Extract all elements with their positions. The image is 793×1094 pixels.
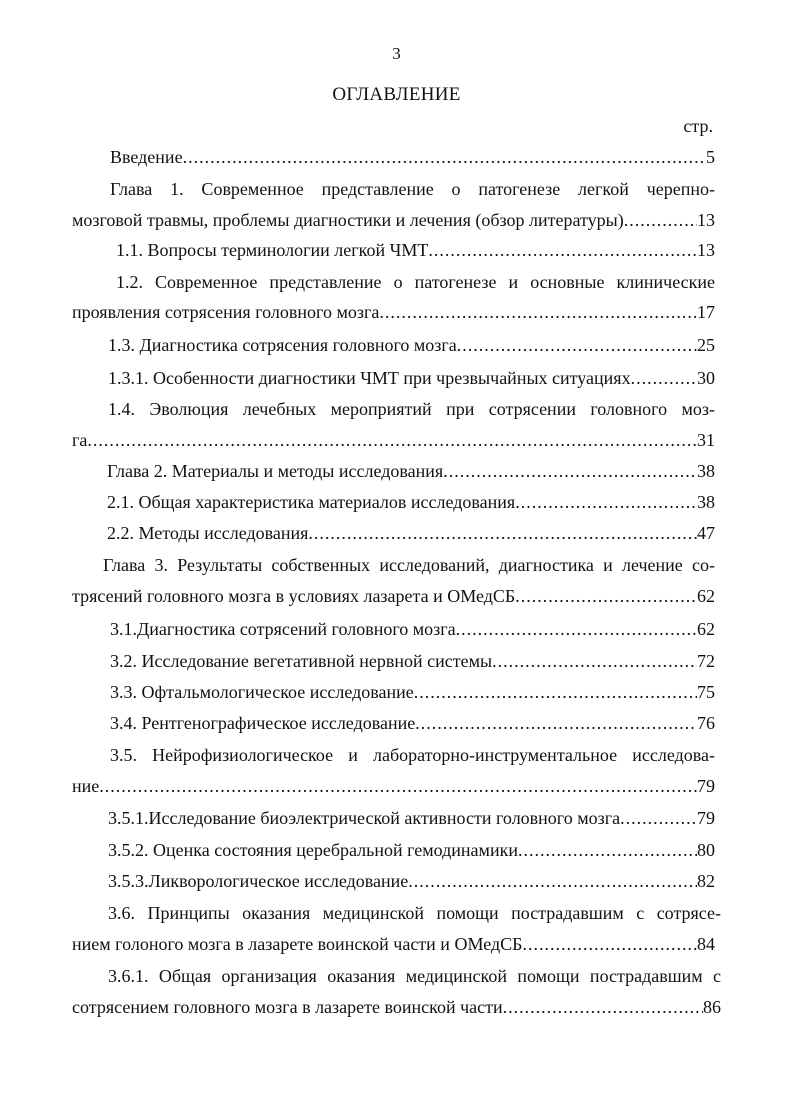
toc-entry: [107, 459, 715, 483]
toc-entry-title: 2.2. Методы исследования: [107, 523, 309, 543]
toc-entry-title: га: [72, 430, 88, 450]
toc-entry-title: 3.4. Рентгенографическое исследование: [110, 713, 416, 733]
toc-entry-page: 86: [703, 997, 721, 1017]
toc-entry-line1: 3.6.1. Общая организация оказания медицинской помощи пострадавшим с: [108, 966, 721, 986]
page-title: ОГЛАВЛЕНИЕ: [332, 84, 461, 105]
toc-entry: [72, 584, 715, 608]
toc-entry: [110, 649, 715, 673]
toc-entry: [110, 145, 715, 169]
toc-entry-title: 2.1. Общая характеристика материалов исследования: [107, 492, 516, 512]
leader-dots: [457, 333, 697, 357]
leader-dots: [624, 208, 697, 232]
toc-entry-title: 3.3. Офтальмологическое исследование: [110, 682, 414, 702]
toc-entry: [108, 869, 715, 893]
toc-entry: [72, 774, 715, 798]
toc-entry: [108, 806, 715, 830]
leader-dots: [620, 806, 697, 830]
toc-entry: [110, 617, 715, 641]
toc-entry-title: нием голоного мозга в лазарете воинской части и ОМедСБ: [72, 934, 523, 954]
toc-entry-page: 79: [697, 808, 715, 828]
leader-dots: [515, 584, 697, 608]
toc-entry-title: 3.5.3.Ликворологическое исследование: [108, 871, 409, 891]
toc-entry-page: 82: [697, 871, 715, 891]
toc-entry-line1: 1.2. Современное представление о патогенезе и основные клинические: [116, 272, 715, 292]
leader-dots: [408, 869, 697, 893]
toc-entry: [107, 490, 715, 514]
toc-entry: [107, 521, 715, 545]
toc-entry-title: мозговой травмы, проблемы диагностики и лечения (обзор литературы): [72, 210, 624, 230]
leader-dots: [492, 649, 697, 673]
toc-entry-title: 3.1.Диагностика сотрясений головного мозга: [110, 619, 456, 639]
leader-dots: [631, 366, 697, 390]
toc-entry-title: 1.1. Вопросы терминологии легкой ЧМТ: [116, 240, 429, 260]
toc-entry-page: 62: [697, 619, 715, 639]
toc-entry: [108, 333, 715, 357]
toc-entry-line1: Глава 1. Современное представление о патогенезе легкой черепно-: [110, 179, 715, 199]
leader-dots: [183, 145, 706, 169]
toc-entry-page: 72: [697, 651, 715, 671]
toc-entry-page: 25: [697, 335, 715, 355]
leader-dots: [87, 428, 697, 452]
page-column-label: стр.: [683, 116, 713, 136]
leader-dots: [518, 838, 697, 862]
leader-dots: [443, 459, 697, 483]
leader-dots: [99, 774, 697, 798]
toc-entry-title: ние: [72, 776, 100, 796]
toc-entry: [108, 838, 715, 862]
toc-entry-page: 38: [697, 461, 715, 481]
toc-entry-page: 75: [697, 682, 715, 702]
toc-entry-page: 84: [697, 934, 715, 954]
toc-entry-title: 3.5.1.Исследование биоэлектрической активности головного мозга: [108, 808, 621, 828]
toc-entry-page: 31: [697, 430, 715, 450]
leader-dots: [456, 617, 697, 641]
leader-dots: [515, 490, 697, 514]
toc-entry-page: 47: [697, 523, 715, 543]
toc-entry-title: 3.2. Исследование вегетативной нервной системы: [110, 651, 493, 671]
leader-dots: [308, 521, 697, 545]
toc-entry-title: трясений головного мозга в условиях лазарета и ОМедСБ: [72, 586, 516, 606]
toc-entry-title: сотрясением головного мозга в лазарете воинской части: [72, 997, 503, 1017]
toc-entry: [72, 995, 721, 1019]
toc-entry-title: Введение: [110, 147, 183, 167]
leader-dots: [522, 932, 697, 956]
toc-entry: [72, 932, 715, 956]
toc-entry: [110, 711, 715, 735]
leader-dots: [415, 711, 697, 735]
toc-entry-title: Глава 2. Материалы и методы исследования: [107, 461, 444, 481]
toc-entry-title: 1.3.1. Особенности диагностики ЧМТ при чрезвычайных ситуациях: [108, 368, 631, 388]
toc-entry: [116, 238, 715, 262]
page-number: 3: [392, 44, 401, 63]
toc-entry: [72, 300, 715, 324]
toc-entry-page: 80: [697, 840, 715, 860]
toc-entry-page: 79: [697, 776, 715, 796]
leader-dots: [379, 300, 697, 324]
toc-entry-page: 17: [697, 302, 715, 322]
toc-entry-page: 13: [697, 210, 715, 230]
toc-entry-page: 38: [697, 492, 715, 512]
toc-entry-title: проявления сотрясения головного мозга: [72, 302, 380, 322]
toc-entry-page: 13: [697, 240, 715, 260]
leader-dots: [414, 680, 697, 704]
toc-entry-title: 3.5.2. Оценка состояния церебральной гемодинамики: [108, 840, 518, 860]
toc-entry-page: 5: [706, 147, 715, 167]
toc-entry: [72, 428, 715, 452]
leader-dots: [503, 995, 703, 1019]
toc-entry-title: 1.3. Диагностика сотрясения головного мозга: [108, 335, 457, 355]
toc-entry-page: 62: [697, 586, 715, 606]
toc-entry-page: 76: [697, 713, 715, 733]
toc-entry: [72, 208, 715, 232]
toc-entry-line1: Глава 3. Результаты собственных исследований, диагностика и лечение со-: [103, 555, 715, 575]
leader-dots: [428, 238, 697, 262]
toc-entry: [110, 680, 715, 704]
toc-entry: [108, 366, 715, 390]
toc-entry-line1: 3.6. Принципы оказания медицинской помощи пострадавшим с сотрясе-: [108, 903, 721, 923]
toc-entry-line1: 1.4. Эволюция лечебных мероприятий при сотрясении головного моз-: [108, 399, 715, 419]
toc-entry-line1: 3.5. Нейрофизиологическое и лабораторно-инструментальное исследова-: [110, 745, 715, 765]
toc-entry-page: 30: [697, 368, 715, 388]
